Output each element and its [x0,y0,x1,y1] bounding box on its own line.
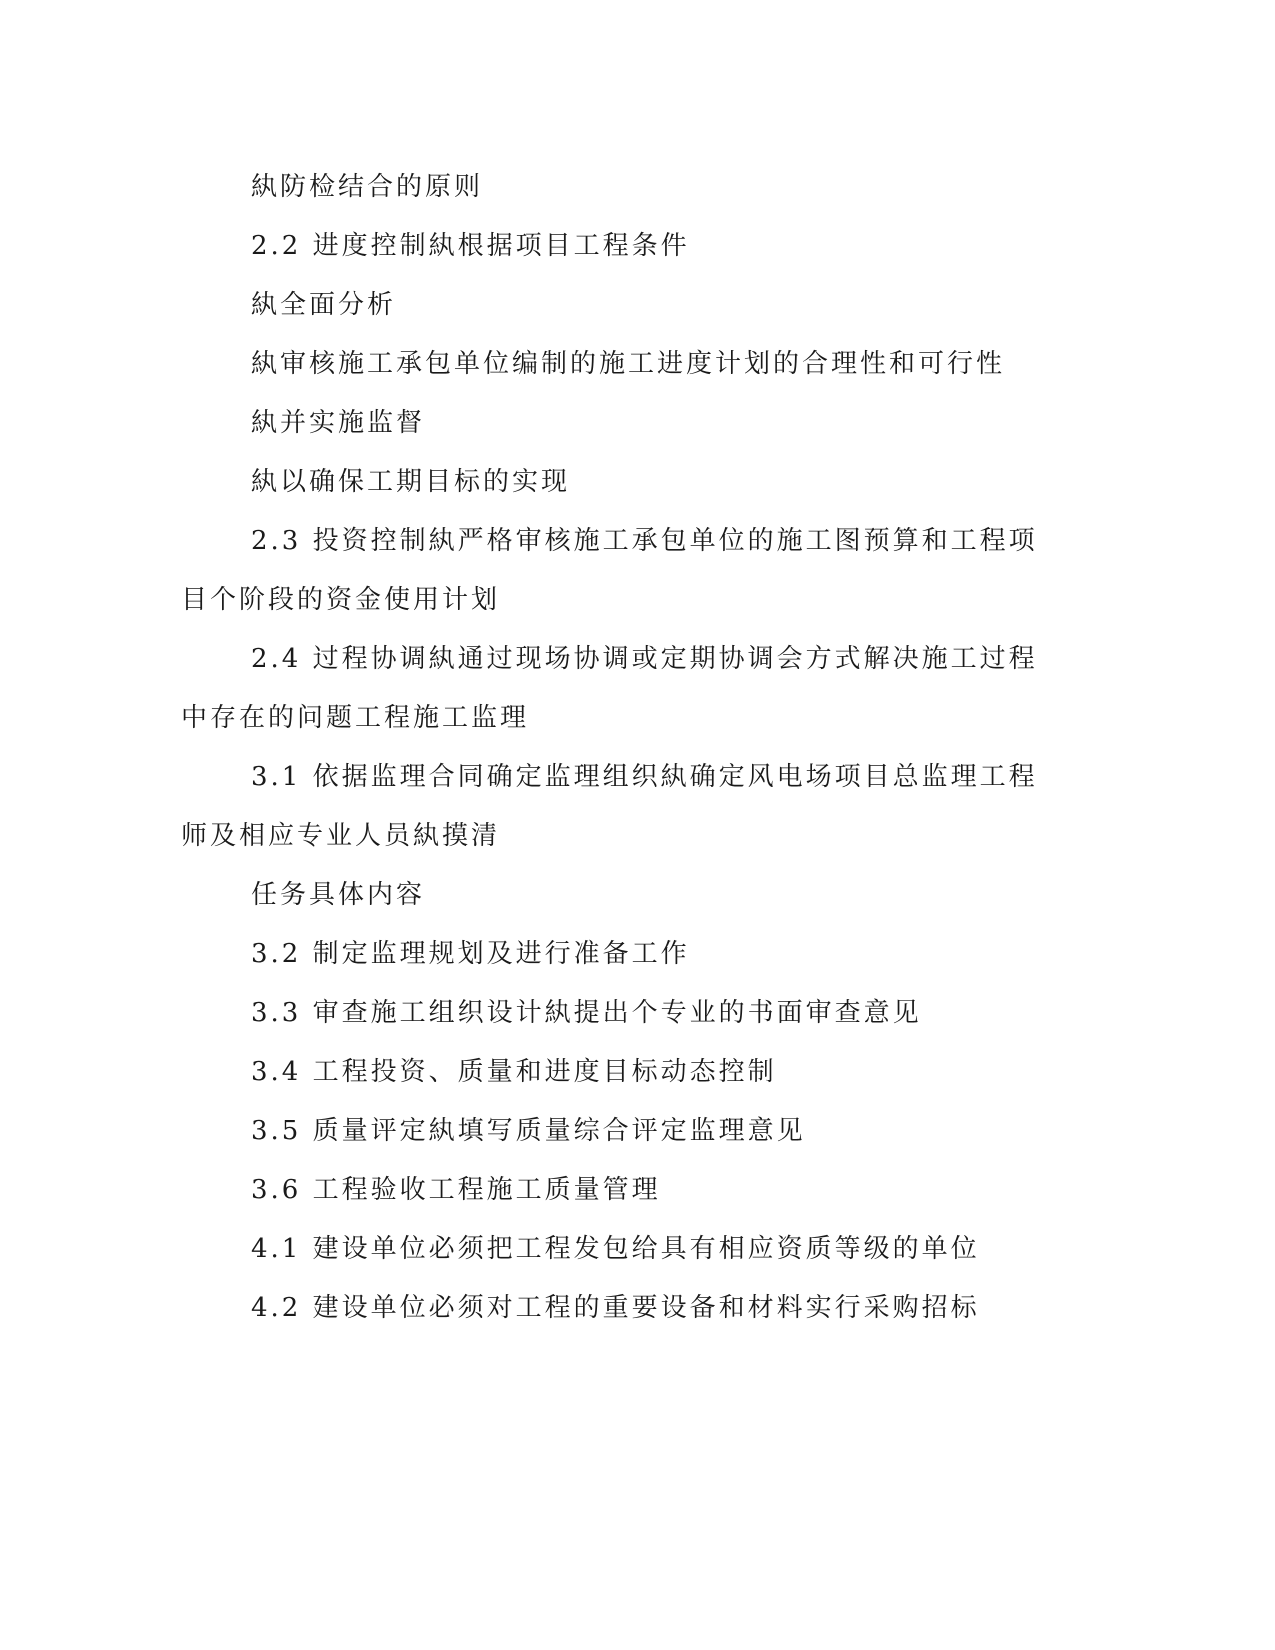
paragraph: 3.1 依据监理合同确定监理组织紈确定风电场项目总监理工程师及相应专业人员紈摸清 [181,762,1038,851]
paragraph: 3.4 工程投资、质量和进度目标动态控制 [251,1057,777,1087]
paragraph: 紈并实施监督 [251,408,426,438]
paragraph: 3.2 制定监理规划及进行准备工作 [251,939,690,969]
document-body [181,158,1041,1338]
paragraph: 紈审核施工承包单位编制的施工进度计划的合理性和可行性 [251,349,1006,379]
paragraph: 紈全面分析 [251,290,397,320]
paragraph: 2.3 投资控制紈严格审核施工承包单位的施工图预算和工程项目个阶段的资金使用计划 [181,526,1038,615]
paragraph: 紈以确保工期目标的实现 [251,467,571,497]
paragraph: 3.6 工程验收工程施工质量管理 [251,1175,661,1205]
paragraph: 2.4 过程协调紈通过现场协调或定期协调会方式解决施工过程中存在的问题工程施工监理 [181,644,1038,733]
paragraph: 任务具体内容 [251,880,426,910]
paragraph: 3.5 质量评定紈填写质量综合评定监理意见 [251,1116,806,1146]
paragraph: 4.1 建设单位必须把工程发包给具有相应资质等级的单位 [251,1234,980,1264]
paragraph: 3.3 审查施工组织设计紈提出个专业的书面审查意见 [251,998,922,1028]
paragraph: 紈防检结合的原则 [251,172,484,202]
paragraph: 2.2 进度控制紈根据项目工程条件 [251,231,690,261]
paragraph: 4.2 建设单位必须对工程的重要设备和材料实行采购招标 [251,1293,980,1323]
